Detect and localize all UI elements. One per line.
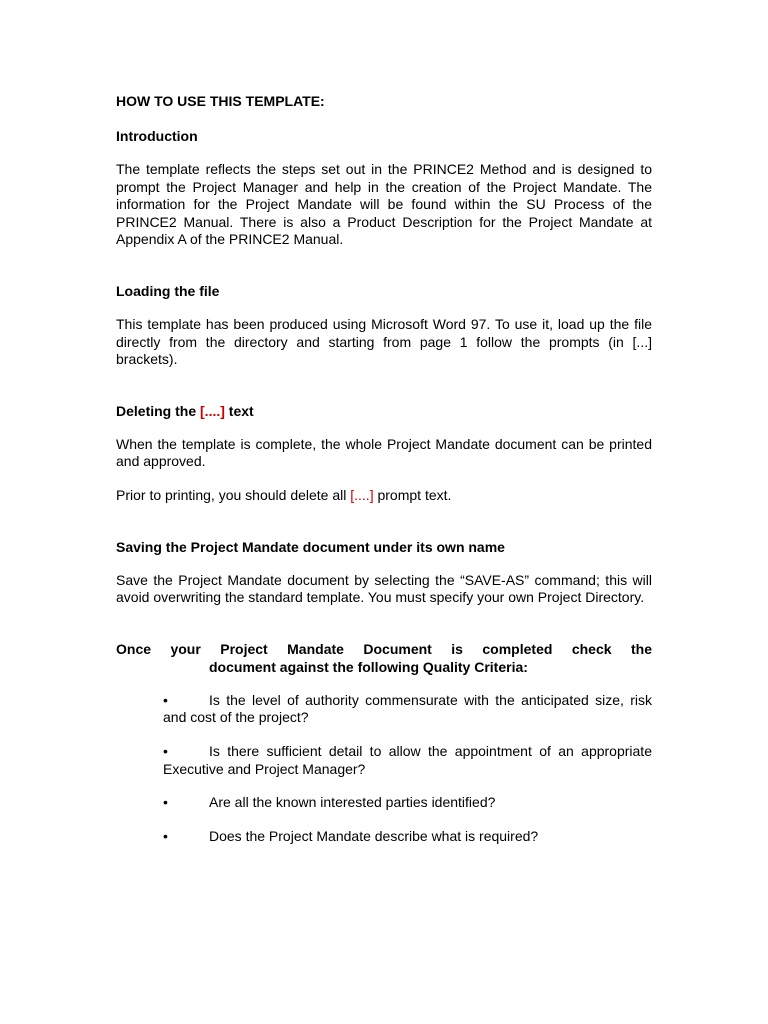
quality-criteria-list: [116, 692, 652, 846]
quality-criteria-intro: [116, 640, 652, 676]
deleting-heading: [116, 402, 652, 420]
list-item-text: Is there sufficient detail to allow the appointment of an appropriate Executive and Project Manager?: [163, 742, 652, 777]
deleting-text2-marker: [....]: [350, 486, 374, 503]
intro-paragraph: The template reflects the steps set out in the PRINCE2 Method and is designed to prompt the Project Manager and help in the creation of the Project Mandate. The information for the Project Mandate will be found within the SU Process of the PRINCE2 Manual. There is also a Product Description for the Project Mandate at Appendix A of the PRINCE2 Manual.: [116, 161, 652, 248]
bullet-icon: •: [163, 691, 168, 708]
document-page: [116, 92, 652, 861]
loading-paragraph: This template has been produced using Microsoft Word 97. To use it, load up the file directly from the directory and starting from page 1 follow the prompts (in [...] brackets).: [116, 315, 652, 368]
criteria-line-2: document against the following Quality Criteria:: [209, 658, 528, 675]
deleting-text2-suffix: prompt text.: [373, 486, 452, 503]
list-item-text: Are all the known interested parties identified?: [209, 794, 496, 811]
deleting-heading-prefix: Deleting the: [116, 402, 201, 419]
list-item: [163, 692, 652, 727]
list-item: [163, 828, 652, 846]
bullet-icon: •: [163, 742, 168, 759]
deleting-heading-marker: [....]: [200, 402, 225, 419]
saving-paragraph: Save the Project Mandate document by selecting the “SAVE-AS” command; this will avoid overwriting the standard template. You must specify your own Project Directory.: [116, 571, 652, 606]
saving-heading: Saving the Project Mandate document under its own name: [116, 538, 505, 555]
deleting-paragraph-2: [116, 487, 652, 505]
intro-heading: Introduction: [116, 128, 198, 144]
bullet-icon: •: [163, 827, 168, 844]
list-item-text: Does the Project Mandate describe what is required?: [209, 827, 539, 844]
deleting-paragraph-1: When the template is complete, the whole Project Mandate document can be printed and approved.: [116, 435, 652, 470]
list-item: [163, 743, 652, 778]
document-title: HOW TO USE THIS TEMPLATE:: [116, 93, 325, 109]
loading-heading: Loading the file: [116, 282, 220, 299]
deleting-heading-suffix: text: [224, 402, 254, 419]
list-item: [163, 794, 652, 812]
bullet-icon: •: [163, 794, 168, 811]
list-item-text: Is the level of authority commensurate with the anticipated size, risk and cost of the project?: [163, 691, 652, 726]
criteria-line-1: Once your Project Mandate Document is completed check the: [116, 640, 652, 657]
deleting-text2-prefix: Prior to printing, you should delete all: [116, 486, 351, 503]
